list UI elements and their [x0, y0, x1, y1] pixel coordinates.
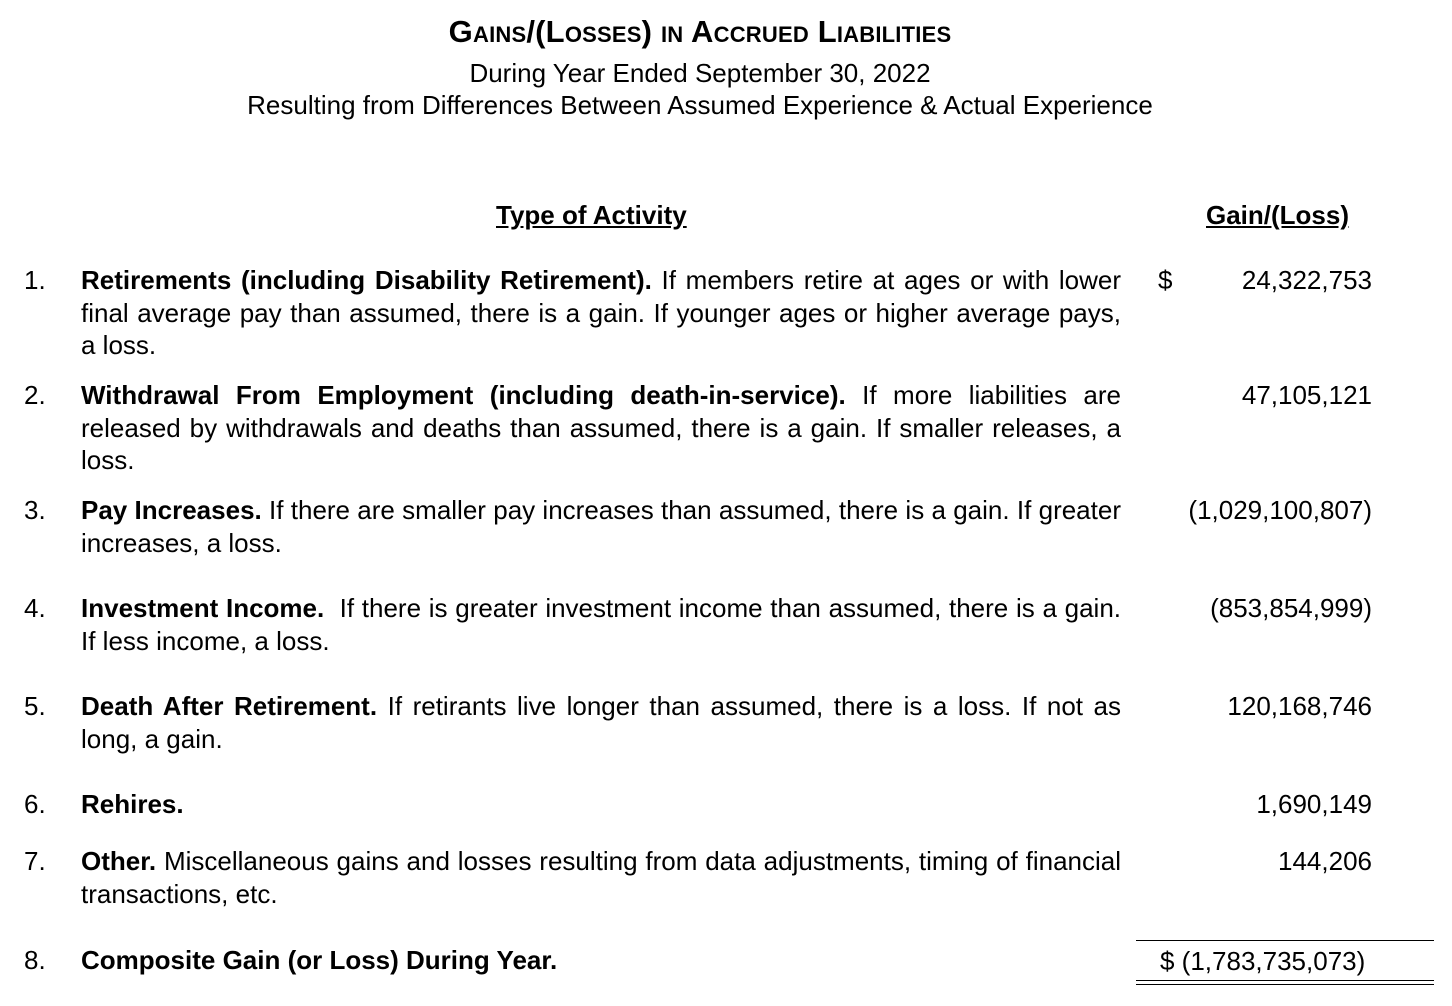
- row-heading: Retirements (including Disability Retirement).: [81, 265, 652, 295]
- row-amount: (853,854,999): [1210, 593, 1372, 623]
- row-amount: 120,168,746: [1227, 691, 1372, 721]
- row-text: If members retire at ages or with lower final average pay than assumed, there is a gain. If younger ages or higher average pays, a loss.: [81, 265, 1121, 360]
- composite-total-amount: $ (1,783,735,073): [1160, 946, 1366, 976]
- row-heading: Composite Gain (or Loss) During Year.: [81, 945, 558, 975]
- row-heading: Rehires.: [81, 789, 184, 819]
- column-header-activity: Type of Activity: [496, 200, 687, 230]
- row-amount: 1,690,149: [1256, 789, 1372, 819]
- row-heading: Investment Income.: [81, 593, 325, 623]
- row-text: If retirants live longer than assumed, there is a loss. If not as long, a gain.: [81, 691, 1121, 754]
- row-number: 4.: [24, 593, 46, 623]
- row-text: If there is greater investment income than assumed, there is a gain. If less income, a loss.: [81, 593, 1129, 656]
- row-description: [81, 264, 1121, 362]
- row-heading: Withdrawal From Employment (including death-in-service).: [81, 380, 846, 410]
- row-amount: 24,322,753: [1241, 265, 1372, 295]
- row-description: [81, 690, 1121, 755]
- row-amount: 144,206: [1278, 846, 1372, 876]
- row-heading: Death After Retirement.: [81, 691, 378, 721]
- dollar-sign: $: [1158, 265, 1173, 295]
- row-number: 5.: [24, 691, 46, 721]
- row-text: Miscellaneous gains and losses resulting from data adjustments, timing of financial transactions, etc.: [81, 846, 1121, 909]
- row-description: [81, 592, 1129, 657]
- row-text: If there are smaller pay increases than assumed, there is a gain. If greater increases, a loss.: [81, 495, 1121, 558]
- row-number: 3.: [24, 495, 46, 525]
- row-description: [81, 788, 1121, 821]
- column-header-gain-loss: Gain/(Loss): [1206, 200, 1350, 230]
- row-number: 6.: [24, 789, 46, 819]
- page-subtitle-period: During Year Ended September 30, 2022: [469, 58, 931, 88]
- row-number: 7.: [24, 846, 46, 876]
- double-underline: [1136, 980, 1434, 985]
- row-text: If more liabilities are released by withdrawals and deaths than assumed, there is a gain. If smaller releases, a loss.: [81, 380, 1121, 475]
- row-description: [81, 845, 1121, 910]
- row-number: 1.: [24, 265, 46, 295]
- row-description: [81, 379, 1121, 477]
- row-amount: (1,029,100,807): [1188, 495, 1372, 525]
- row-description: [81, 944, 1121, 977]
- row-description: [81, 494, 1121, 559]
- page-title: Gains/(Losses) in Accrued Liabilities: [448, 14, 952, 49]
- page-subtitle-description: Resulting from Differences Between Assumed Experience & Actual Experience: [247, 90, 1153, 120]
- row-heading: Pay Increases.: [81, 495, 262, 525]
- row-heading: Other.: [81, 846, 157, 876]
- row-amount: 47,105,121: [1241, 380, 1372, 410]
- row-number: 8.: [24, 945, 46, 975]
- row-number: 2.: [24, 380, 46, 410]
